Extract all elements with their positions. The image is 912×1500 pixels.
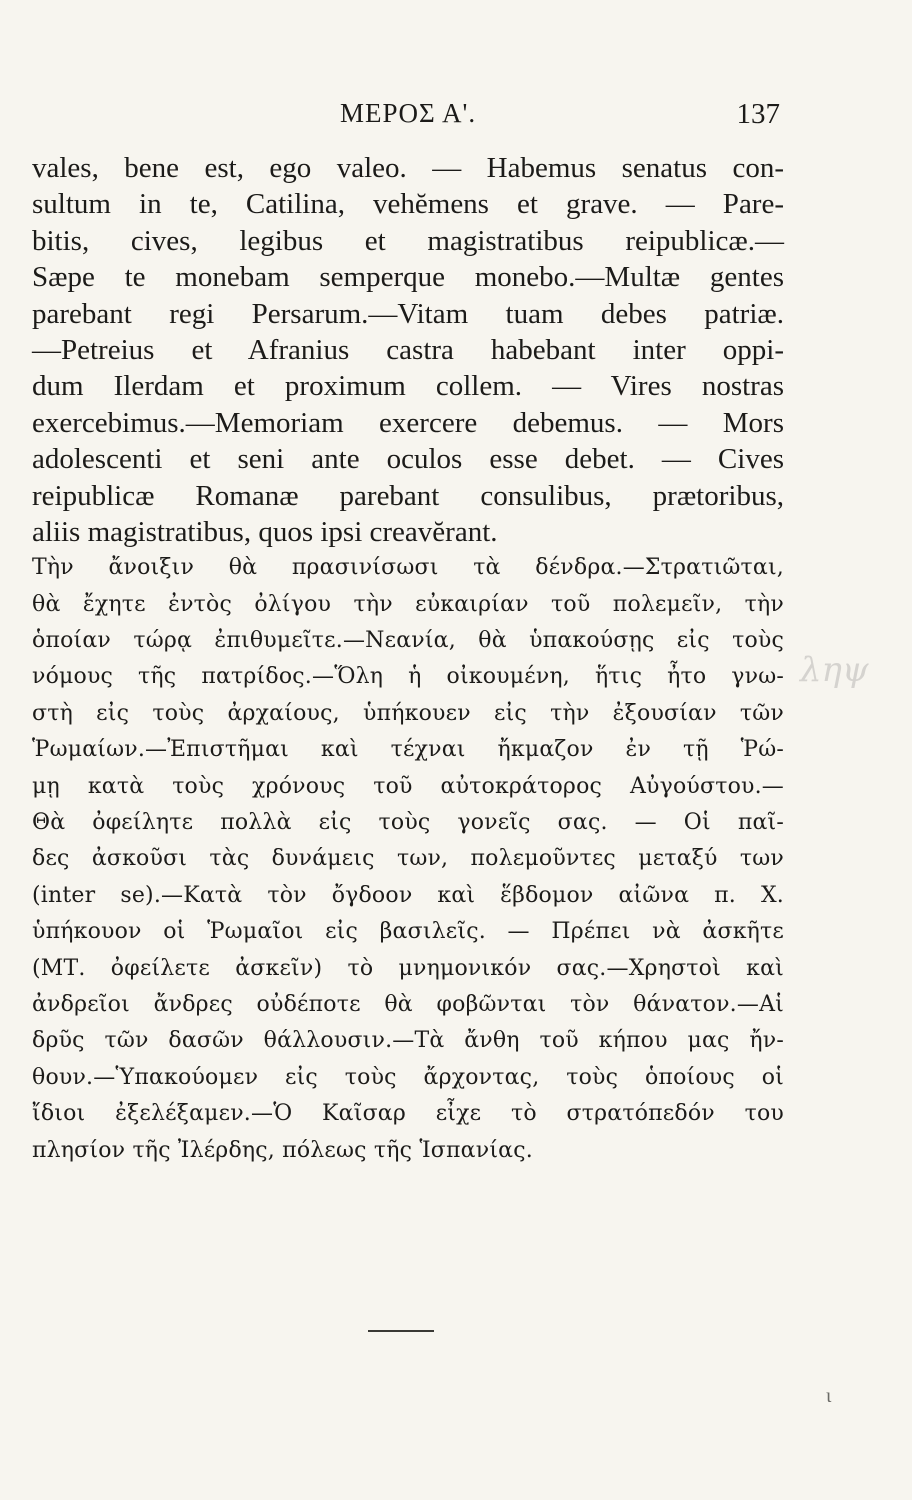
text-line: exercebimus.—Memoriam exercere debemus. — Mors [32,406,784,439]
text-line: Sæpe te monebam semperque monebo.—Multæ gentes [32,261,784,294]
running-head: ΜΕΡΟΣ Α'. [340,98,477,128]
text-line: aliis magistratibus, quos ipsi creavĕrant. [32,515,498,548]
text-line: parebant regi Persarum.—Vitam tuam debes patriæ. [32,297,784,330]
text-line: δες ἀσκοῦσι τὰς δυνάμεις των, πολεμοῦντες μεταξύ των [32,846,784,872]
text-line: bitis, cives, legibus et magistratibus reipublicæ.— [32,224,784,257]
text-line: μῃ κατὰ τοὺς χρόνους τοῦ αὐτοκράτορος Αὐγούστου.— [32,773,784,799]
text-line: Θὰ ὀφείλητε πολλὰ εἰς τοὺς γονεῖς σας. — Οἱ παῖ- [32,810,784,836]
text-line: θουν.—Ὑπακούομεν εἰς τοὺς ἄρχοντας, τοὺς ὁποίους οἱ [32,1064,784,1090]
text-line: δρῦς τῶν δασῶν θάλλουσιν.—Τὰ ἄνθη τοῦ κήπου μας ἤν- [32,1028,784,1054]
text-line: reipublicæ Romanæ parebant consulibus, prætoribus, [32,479,784,512]
text-line: ἴδιοι ἐξελέξαμεν.—Ὁ Καῖσαρ εἶχε τὸ στρατόπεδόν του [32,1101,784,1127]
text-line: ὑπήκουον οἱ Ῥωμαῖοι εἰς βασιλεῖς. — Πρέπει νὰ ἀσκῆτε [32,919,784,945]
text-line: adolescenti et seni ante oculos esse debet. — Cives [32,443,784,476]
text-line: στὴ εἰς τοὺς ἀρχαίους, ὑπήκουεν εἰς τὴν ἐξουσίαν τῶν [32,700,784,726]
greek-exercise-text [32,550,784,1169]
page-number: 137 [736,98,780,130]
text-line: θὰ ἔχητε ἐντὸς ὀλίγου τὴν εὐκαιρίαν τοῦ πολεμεῖν, τὴν [32,591,784,617]
text-line: ὁποίαν τώρᾳ ἐπιθυμεῖτε.—Νεανία, θὰ ὑπακούσῃς εἰς τοὺς [32,628,784,654]
section-end-rule [368,1330,434,1332]
text-line: νόμους τῆς πατρίδος.—Ὅλη ἡ οἰκουμένη, ἥτις ἦτο γνω- [32,664,784,690]
latin-exercise-text [32,150,784,550]
text-line: vales, bene est, ego valeo. — Habemus senatus con- [32,152,784,184]
page-header [340,98,780,138]
text-line: Τὴν ἄνοιξιν θὰ πρασινίσωσι τὰ δένδρα.—Στρατιῶται, [32,555,784,581]
text-line: ἀνδρεῖοι ἄνδρες οὐδέποτε θὰ φοβῶνται τὸν θάνατον.—Αἱ [32,991,784,1017]
text-line: (ΜΤ. ὀφείλετε ἀσκεῖν) τὸ μνημονικόν σας.—Χρηστοὶ καὶ [32,955,784,981]
text-line: —Petreius et Afranius castra habebant inter oppi- [32,333,784,366]
faded-margin-annotation: ληψ [800,650,869,690]
page-body [32,150,784,1169]
text-line: πλησίον τῆς Ἰλέρδης, πόλεως τῆς Ἱσπανίας. [32,1137,533,1163]
text-line: (inter se).—Κατὰ τὸν ὄγδοον καὶ ἕβδομον αἰῶνα π. Χ. [32,882,784,908]
stray-pencil-mark: ι [826,1385,832,1407]
text-line: sultum in te, Catilina, vehĕmens et grave. — Pare- [32,188,784,221]
text-line: dum Ilerdam et proximum collem. — Vires nostras [32,370,784,403]
text-line: Ῥωμαίων.—Ἐπιστῆμαι καὶ τέχναι ἤκμαζον ἐν τῇ Ῥώ- [32,737,784,763]
